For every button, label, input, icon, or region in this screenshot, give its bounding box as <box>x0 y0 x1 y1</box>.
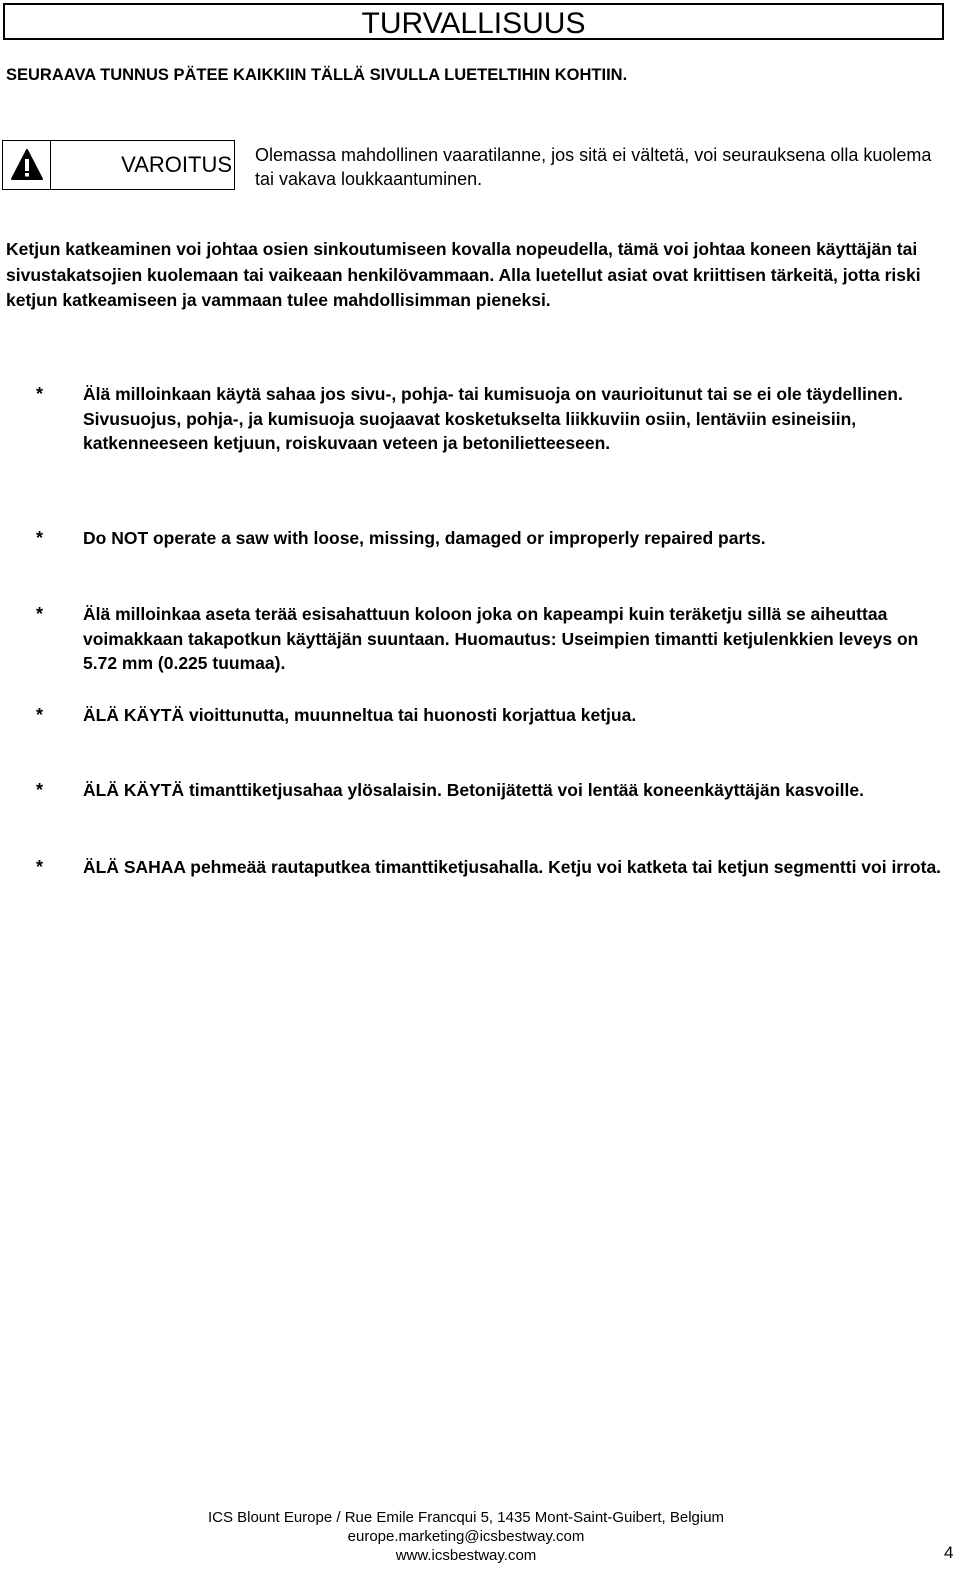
page-title: TURVALLISUUS <box>361 7 586 40</box>
warning-icon-cell <box>3 141 51 189</box>
list-item-text: Älä milloinkaan käytä sahaa jos sivu-, pohja- tai kumisuoja on vaurioitunut tai se ei ole täydellinen. Sivusuojus, pohja-, ja kumisuoja suojaavat kosketukselta liikkuviin osiin, lentäviin esineisiin, katkenneeseen ketjuun, roiskuvaan veteen ja betonilietteeseen. <box>83 384 903 453</box>
bullet-asterisk: * <box>36 384 44 404</box>
warning-description: Olemassa mahdollinen vaaratilanne, jos sitä ei vältetä, voi seurauksena olla kuolema tai vakava loukkaantuminen. <box>255 145 932 189</box>
list-item-text: Do NOT operate a saw with loose, missing, damaged or improperly repaired parts. <box>83 528 766 548</box>
footer-email[interactable]: europe.marketing@icsbestway.com <box>347 1528 585 1545</box>
title-box <box>3 3 944 40</box>
bullet-asterisk: * <box>36 705 44 725</box>
bullet-asterisk: * <box>36 780 44 800</box>
list-item-text: ÄLÄ SAHAA pehmeää rautaputkea timanttiketjusahalla. Ketju voi katketa tai ketjun segmentti voi irrota. <box>83 857 942 877</box>
bullet-asterisk: * <box>36 528 44 548</box>
list-item-text: Älä milloinkaa aseta terää esisahattuun koloon joka on kapeampi kuin teräketju sillä se aiheuttaa voimakkaan takapotkun käyttäjän suuntaan. Huomautus: Useimpien timantti ketjulenkkien leveys on 5.72 mm (0.225 tuumaa). <box>83 604 919 673</box>
list-item-text: ÄLÄ KÄYTÄ vioittunutta, muunneltua tai huonosti korjattua ketjua. <box>83 705 637 725</box>
list-item-text: ÄLÄ KÄYTÄ timanttiketjusahaa ylösalaisin. Betonijätettä voi lentää koneenkäyttäjän kasvoille. <box>83 780 864 800</box>
intro-paragraph: Ketjun katkeaminen voi johtaa osien sinkoutumiseen kovalla nopeudella, tämä voi johtaa koneen käyttäjän tai sivustakatsojien kuolemaan tai vaikeaan henkilövammaan. Alla luetellut asiat ovat kriittisen tärkeitä, jotta riski ketjun katkeamiseen ja vammaan tulee mahdollisimman pieneksi. <box>6 239 921 310</box>
bullet-asterisk: * <box>36 857 44 877</box>
bullet-asterisk: * <box>36 604 44 624</box>
footer-website[interactable]: www.icsbestway.com <box>395 1547 537 1564</box>
footer-address: ICS Blount Europe / Rue Emile Francqui 5, 1435 Mont-Saint-Guibert, Belgium <box>207 1509 725 1526</box>
page-subtitle: SEURAAVA TUNNUS PÄTEE KAIKKIIN TÄLLÄ SIVULLA LUETELTIHIN KOHTIIN. <box>6 66 628 84</box>
page-number: 4 <box>944 1543 954 1562</box>
warning-badge <box>2 140 235 190</box>
warning-label: VAROITUS <box>121 152 232 177</box>
